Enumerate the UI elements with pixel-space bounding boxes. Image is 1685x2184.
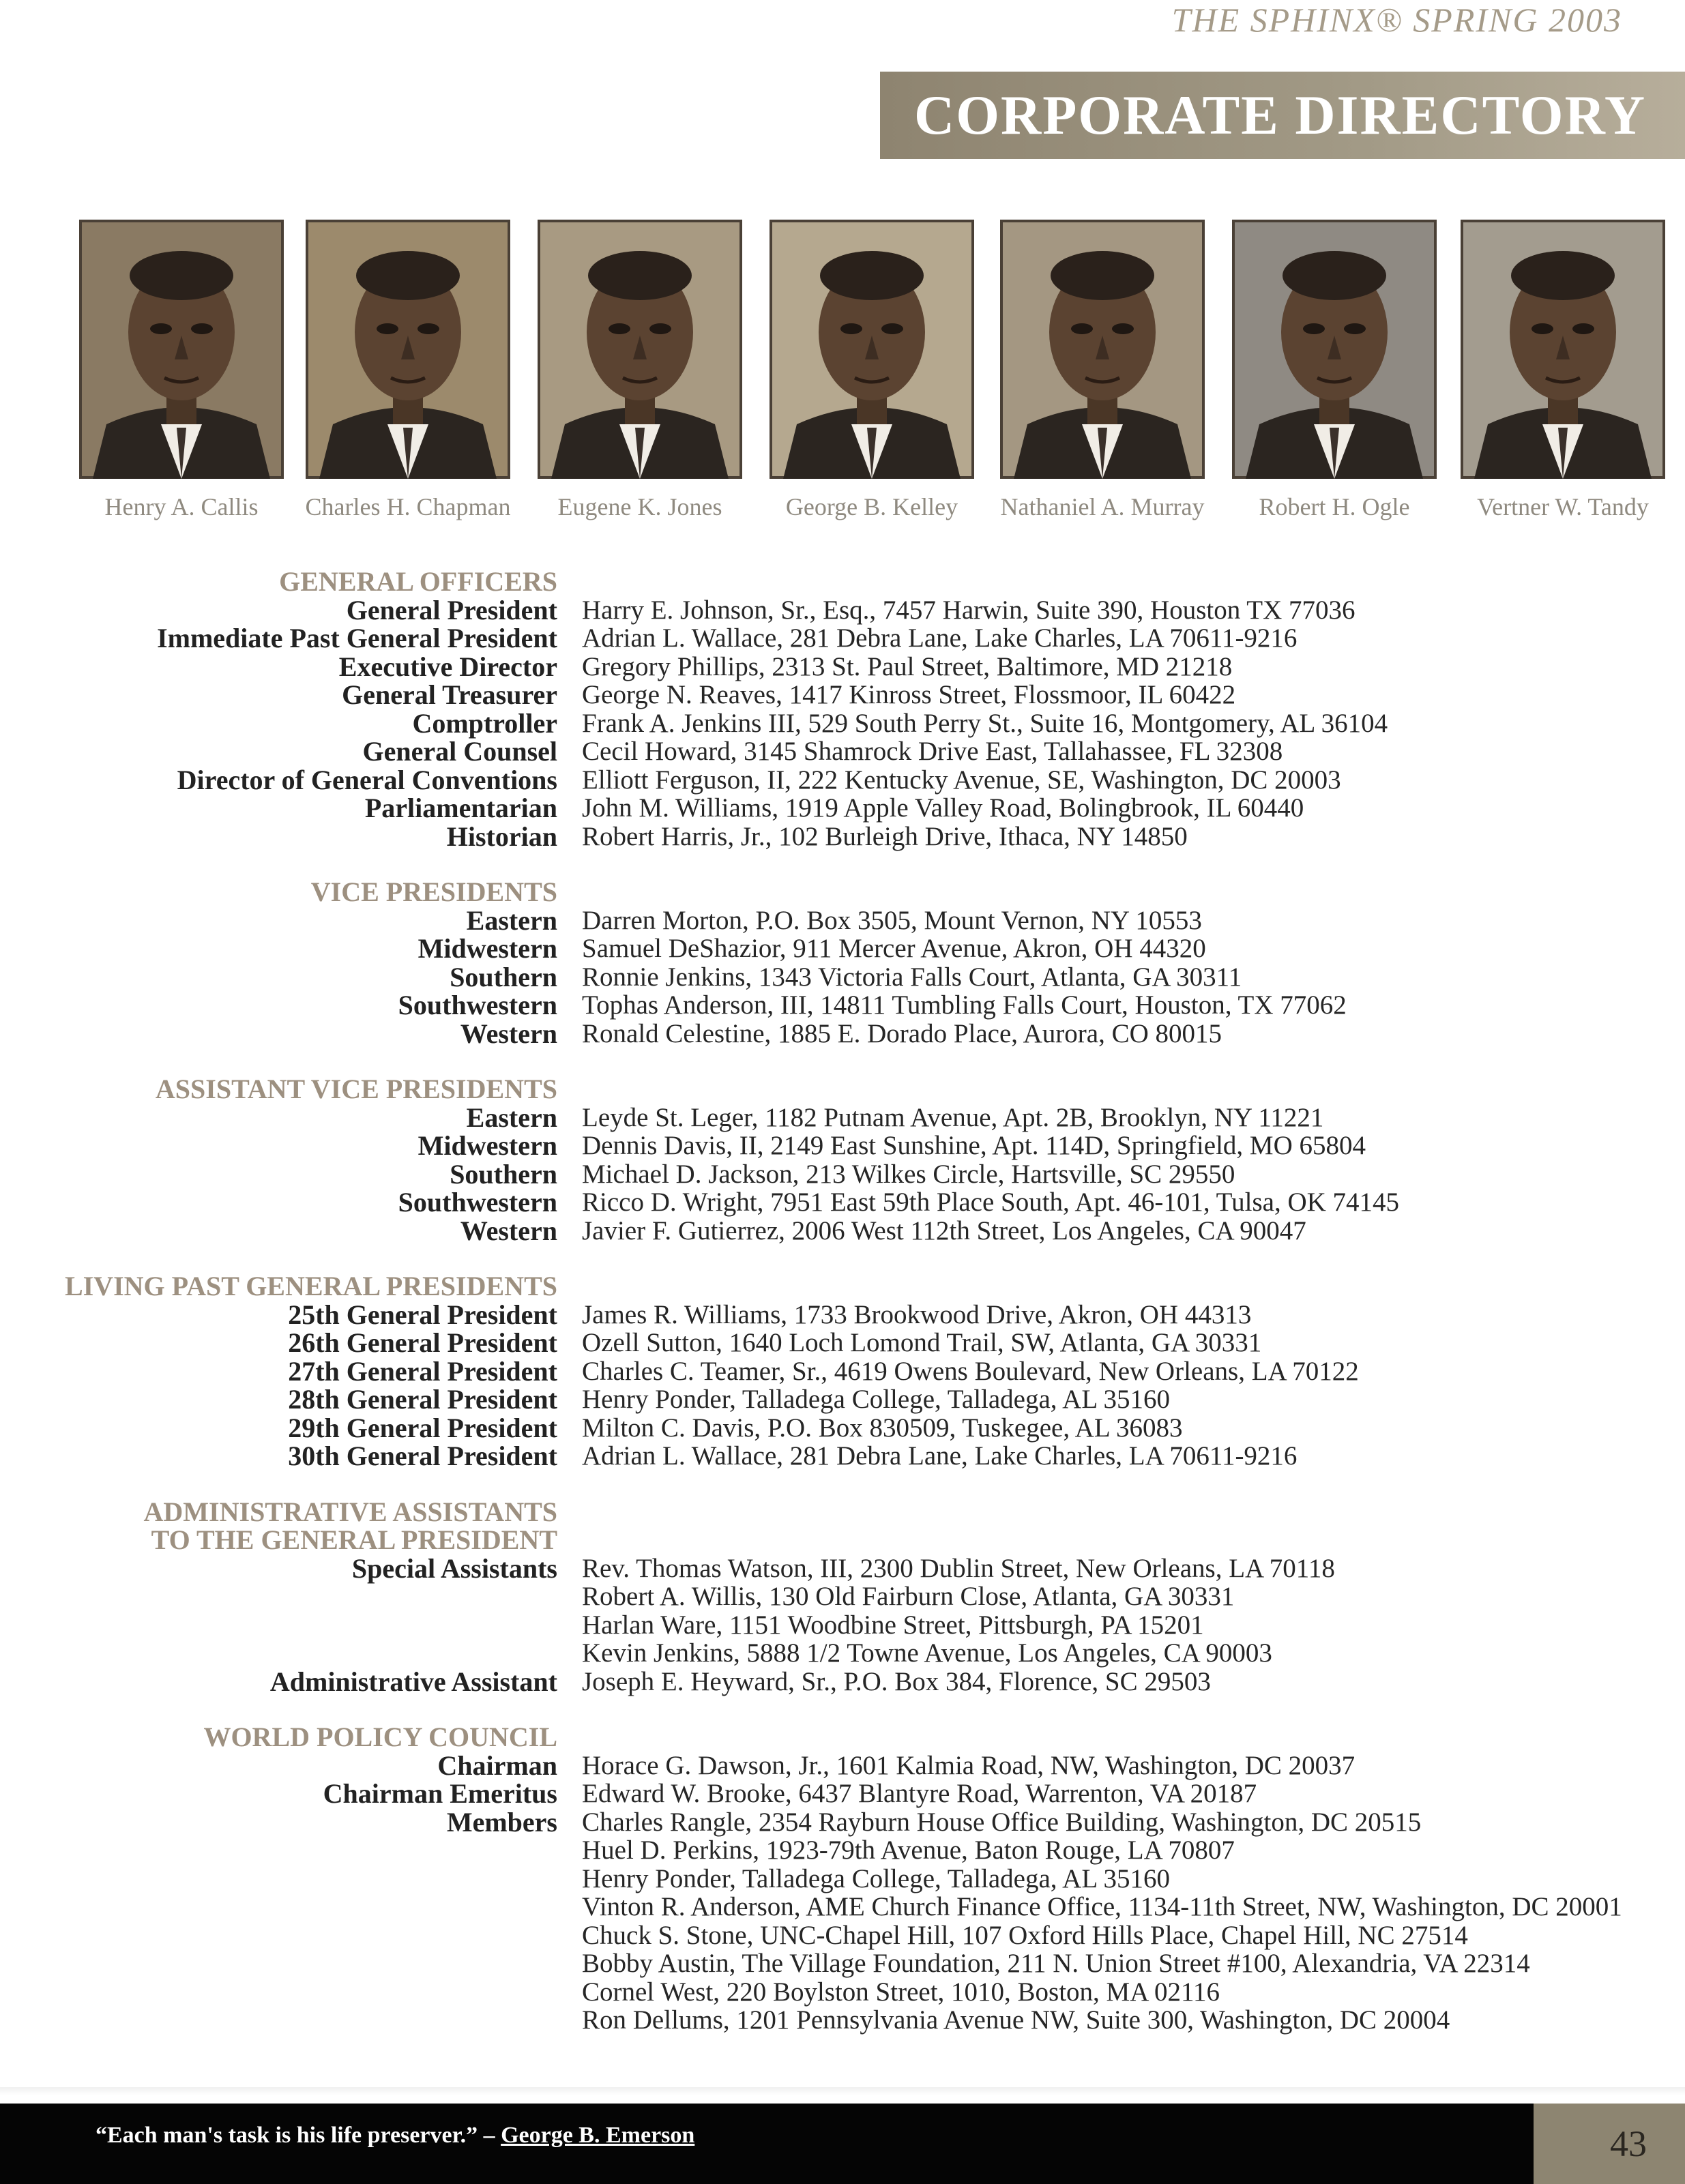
directory-entry: Ozell Sutton, 1640 Loch Lomond Trail, SW, Atlanta, GA 30331 bbox=[582, 1328, 1262, 1357]
directory-title: Southern bbox=[450, 961, 557, 992]
directory-row bbox=[0, 823, 1685, 851]
directory-title bbox=[0, 1921, 557, 1950]
directory-title bbox=[0, 1978, 557, 2007]
directory-row bbox=[0, 766, 1685, 795]
directory-section bbox=[0, 1075, 1685, 1245]
section-heading: GENERAL OFFICERS bbox=[279, 566, 557, 597]
founders-names bbox=[78, 492, 1665, 533]
portrait-name-5: Nathaniel A. Murray bbox=[1000, 493, 1205, 520]
directory-entry: Harlan Ware, 1151 Woodbine Street, Pittsburgh, PA 15201 bbox=[582, 1610, 1204, 1640]
section-heading: LIVING PAST GENERAL PRESIDENTS bbox=[64, 1271, 557, 1301]
section-heading: VICE PRESIDENTS bbox=[310, 876, 557, 907]
directory-entry: Ron Dellums, 1201 Pennsylvania Avenue NW, Suite 300, Washington, DC 20004 bbox=[582, 2005, 1450, 2035]
section-heading: TO THE GENERAL PRESIDENT bbox=[151, 1524, 557, 1555]
directory-row bbox=[0, 1668, 1685, 1696]
page-number-box bbox=[1534, 2104, 1685, 2184]
directory-title: Southwestern bbox=[398, 990, 557, 1020]
directory-row bbox=[0, 1836, 1685, 1865]
directory-section bbox=[0, 878, 1685, 1048]
directory-row bbox=[0, 794, 1685, 823]
directory-entry: Leyde St. Leger, 1182 Putnam Avenue, Apt. 2B, Brooklyn, NY 11221 bbox=[582, 1102, 1324, 1132]
directory-row bbox=[0, 1893, 1685, 1921]
directory-entry: Michael D. Jackson, 213 Wilkes Circle, Hartsville, SC 29550 bbox=[582, 1159, 1235, 1189]
directory-title: Executive Director bbox=[338, 651, 557, 682]
directory-row bbox=[0, 1329, 1685, 1357]
directory-entry: Charles C. Teamer, Sr., 4619 Owens Boulevard, New Orleans, LA 70122 bbox=[582, 1356, 1359, 1386]
directory-entry: James R. Williams, 1733 Brookwood Drive, Akron, OH 44313 bbox=[582, 1299, 1252, 1329]
directory-row bbox=[0, 1639, 1685, 1668]
directory-title: Director of General Conventions bbox=[177, 764, 557, 795]
directory-title: Administrative Assistant bbox=[269, 1666, 557, 1697]
directory-entry: Robert Harris, Jr., 102 Burleigh Drive, Ithaca, NY 14850 bbox=[582, 821, 1188, 851]
directory-entry: Adrian L. Wallace, 281 Debra Lane, Lake Charles, LA 70611-9216 bbox=[582, 1441, 1298, 1471]
directory-row bbox=[0, 1414, 1685, 1443]
footer-quote bbox=[96, 2123, 694, 2149]
directory-entry: Dennis Davis, II, 2149 East Sunshine, Apt. 114D, Springfield, MO 65804 bbox=[582, 1131, 1366, 1160]
directory-entry: Cecil Howard, 3145 Shamrock Drive East, Tallahassee, FL 32308 bbox=[582, 737, 1283, 766]
directory-entry: Darren Morton, P.O. Box 3505, Mount Vernon, NY 10553 bbox=[582, 905, 1202, 935]
directory-title: 27th General President bbox=[288, 1355, 557, 1387]
portrait-name-7: Vertner W. Tandy bbox=[1477, 493, 1649, 520]
directory-row bbox=[0, 624, 1685, 653]
directory-title: General Treasurer bbox=[342, 679, 557, 710]
directory-row bbox=[0, 991, 1685, 1020]
corporate-directory bbox=[0, 567, 1685, 2062]
directory-title bbox=[0, 1611, 557, 1640]
directory-entry: Henry Ponder, Talladega College, Talladega, AL 35160 bbox=[582, 1863, 1170, 1893]
portrait-2 bbox=[305, 220, 511, 479]
directory-row bbox=[0, 1020, 1685, 1048]
portrait-name-1: Henry A. Callis bbox=[104, 493, 259, 520]
directory-entry: Cornel West, 220 Boylston Street, 1010, Boston, MA 02116 bbox=[582, 1977, 1220, 2007]
directory-row bbox=[0, 963, 1685, 992]
portrait-name-2: Charles H. Chapman bbox=[305, 493, 511, 520]
portrait-3 bbox=[537, 220, 743, 479]
directory-title: Special Assistants bbox=[351, 1552, 557, 1584]
directory-row bbox=[0, 1132, 1685, 1160]
directory-row bbox=[0, 2006, 1685, 2035]
directory-entry: George N. Reaves, 1417 Kinross Street, Flossmoor, IL 60422 bbox=[582, 680, 1236, 709]
directory-title: Southwestern bbox=[398, 1187, 557, 1218]
directory-title: Midwestern bbox=[417, 1130, 557, 1161]
directory-row bbox=[0, 709, 1685, 738]
portrait-7 bbox=[1460, 220, 1666, 479]
directory-row bbox=[0, 1949, 1685, 1978]
directory-entry: Javier F. Gutierrez, 2006 West 112th Street, Los Angeles, CA 90047 bbox=[582, 1215, 1306, 1245]
portrait-1 bbox=[78, 220, 284, 479]
directory-title: Members bbox=[446, 1806, 557, 1838]
directory-row bbox=[0, 1188, 1685, 1217]
directory-entry: Elliott Ferguson, II, 222 Kentucky Avenue, SE, Washington, DC 20003 bbox=[582, 765, 1341, 795]
directory-row bbox=[0, 1582, 1685, 1611]
directory-title: 30th General President bbox=[288, 1441, 557, 1471]
directory-entry: Ricco D. Wright, 7951 East 59th Place South, Apt. 46-101, Tulsa, OK 74145 bbox=[582, 1187, 1400, 1217]
directory-title bbox=[0, 2006, 557, 2035]
masthead: THE SPHINX® SPRING 2003 bbox=[1171, 1, 1622, 39]
directory-entry: Adrian L. Wallace, 281 Debra Lane, Lake Charles, LA 70611-9216 bbox=[582, 623, 1298, 653]
directory-title: Western bbox=[460, 1215, 557, 1246]
directory-title: Midwestern bbox=[417, 933, 557, 964]
directory-title bbox=[0, 1949, 557, 1978]
directory-title: 26th General President bbox=[288, 1327, 557, 1358]
directory-title bbox=[0, 1865, 557, 1893]
directory-row bbox=[0, 1301, 1685, 1329]
directory-section bbox=[0, 1498, 1685, 1696]
quote-text: “Each man's task is his life preserver.” – bbox=[96, 2123, 501, 2148]
directory-title: Chairman Emeritus bbox=[323, 1778, 557, 1809]
directory-row bbox=[0, 596, 1685, 625]
directory-title: Southern bbox=[450, 1158, 557, 1190]
directory-row bbox=[0, 1978, 1685, 2007]
directory-title: Eastern bbox=[466, 904, 557, 936]
directory-row bbox=[0, 653, 1685, 681]
directory-entry: Tophas Anderson, III, 14811 Tumbling Falls Court, Houston, TX 77062 bbox=[582, 990, 1347, 1020]
directory-row bbox=[0, 1357, 1685, 1386]
directory-title: Chairman bbox=[437, 1750, 557, 1781]
portrait-6 bbox=[1231, 220, 1437, 479]
directory-row bbox=[0, 1808, 1685, 1837]
directory-title: Comptroller bbox=[412, 707, 557, 739]
directory-title bbox=[0, 1893, 557, 1921]
section-heading: ADMINISTRATIVE ASSISTANTS bbox=[143, 1496, 557, 1527]
directory-entry: Robert A. Willis, 130 Old Fairburn Close, Atlanta, GA 30331 bbox=[582, 1582, 1235, 1611]
section-heading: ASSISTANT VICE PRESIDENTS bbox=[155, 1074, 557, 1104]
directory-entry: Henry Ponder, Talladega College, Talladega, AL 35160 bbox=[582, 1385, 1170, 1414]
quote-author: George B. Emerson bbox=[501, 2123, 695, 2148]
directory-row bbox=[0, 934, 1685, 963]
directory-section bbox=[0, 567, 1685, 851]
directory-entry: Harry E. Johnson, Sr., Esq., 7457 Harwin, Suite 390, Houston TX 77036 bbox=[582, 595, 1356, 625]
page-number: 43 bbox=[1610, 2123, 1647, 2164]
portrait-5 bbox=[999, 220, 1205, 479]
directory-title bbox=[0, 1836, 557, 1865]
directory-section bbox=[0, 1272, 1685, 1471]
portrait-name-4: George B. Kelley bbox=[785, 493, 958, 520]
directory-title: Parliamentarian bbox=[364, 793, 557, 823]
directory-entry: Joseph E. Heyward, Sr., P.O. Box 384, Florence, SC 29503 bbox=[582, 1666, 1211, 1696]
directory-row bbox=[0, 1752, 1685, 1780]
directory-entry: Gregory Phillips, 2313 St. Paul Street, Baltimore, MD 21218 bbox=[582, 651, 1233, 681]
directory-title: Historian bbox=[446, 821, 557, 852]
directory-row bbox=[0, 1780, 1685, 1808]
directory-title: General Counsel bbox=[362, 736, 557, 767]
directory-row bbox=[0, 906, 1685, 935]
section-banner: CORPORATE DIRECTORY bbox=[880, 72, 1685, 159]
directory-row bbox=[0, 681, 1685, 709]
directory-entry: Edward W. Brooke, 6437 Blantyre Road, Warrenton, VA 20187 bbox=[582, 1779, 1257, 1808]
directory-title: General President bbox=[346, 594, 557, 625]
directory-entry: Kevin Jenkins, 5888 1/2 Towne Avenue, Los Angeles, CA 90003 bbox=[582, 1638, 1272, 1668]
directory-title: 25th General President bbox=[288, 1299, 557, 1330]
directory-entry: Charles Rangle, 2354 Rayburn House Office Building, Washington, DC 20515 bbox=[582, 1807, 1422, 1837]
directory-row bbox=[0, 737, 1685, 766]
directory-row bbox=[0, 1921, 1685, 1950]
directory-entry: John M. Williams, 1919 Apple Valley Road, Bolingbrook, IL 60440 bbox=[582, 793, 1304, 823]
directory-entry: Vinton R. Anderson, AME Church Finance Office, 1134-11th Street, NW, Washington, DC 20001 bbox=[582, 1892, 1622, 1921]
directory-entry: Bobby Austin, The Village Foundation, 211 N. Union Street #100, Alexandria, VA 22314 bbox=[582, 1949, 1530, 1978]
directory-entry: Ronnie Jenkins, 1343 Victoria Falls Court, Atlanta, GA 30311 bbox=[582, 962, 1242, 992]
directory-entry: Huel D. Perkins, 1923-79th Avenue, Baton Rouge, LA 70807 bbox=[582, 1835, 1235, 1865]
directory-row bbox=[0, 1217, 1685, 1245]
directory-title: Western bbox=[460, 1018, 557, 1049]
directory-entry: Chuck S. Stone, UNC-Chapel Hill, 107 Oxford Hills Place, Chapel Hill, NC 27514 bbox=[582, 1920, 1468, 1950]
portrait-name-6: Robert H. Ogle bbox=[1259, 493, 1410, 520]
directory-title: Eastern bbox=[466, 1102, 557, 1133]
directory-entry: Milton C. Davis, P.O. Box 830509, Tuskegee, AL 36083 bbox=[582, 1413, 1183, 1443]
directory-row bbox=[0, 1554, 1685, 1583]
directory-row bbox=[0, 1442, 1685, 1471]
directory-title: 28th General President bbox=[288, 1384, 557, 1415]
directory-title: 29th General President bbox=[288, 1412, 557, 1443]
directory-row bbox=[0, 1865, 1685, 1893]
directory-title bbox=[0, 1639, 557, 1668]
directory-entry: Samuel DeShazior, 911 Mercer Avenue, Akron, OH 44320 bbox=[582, 934, 1206, 963]
directory-section bbox=[0, 1723, 1685, 2035]
directory-title: Immediate Past General President bbox=[157, 623, 557, 653]
directory-entry: Frank A. Jenkins III, 529 South Perry St., Suite 16, Montgomery, AL 36104 bbox=[582, 708, 1388, 738]
directory-entry: Ronald Celestine, 1885 E. Dorado Place, Aurora, CO 80015 bbox=[582, 1018, 1222, 1048]
directory-row bbox=[0, 1385, 1685, 1414]
portrait-name-3: Eugene K. Jones bbox=[557, 493, 722, 520]
directory-entry: Horace G. Dawson, Jr., 1601 Kalmia Road, NW, Washington, DC 20037 bbox=[582, 1750, 1356, 1780]
founders-portraits bbox=[78, 220, 1665, 479]
directory-row bbox=[0, 1611, 1685, 1640]
directory-row bbox=[0, 1160, 1685, 1189]
directory-entry: Rev. Thomas Watson, III, 2300 Dublin Street, New Orleans, LA 70118 bbox=[582, 1553, 1335, 1583]
portrait-4 bbox=[769, 220, 975, 479]
section-heading: WORLD POLICY COUNCIL bbox=[203, 1722, 557, 1752]
directory-row bbox=[0, 1104, 1685, 1132]
directory-title bbox=[0, 1582, 557, 1611]
